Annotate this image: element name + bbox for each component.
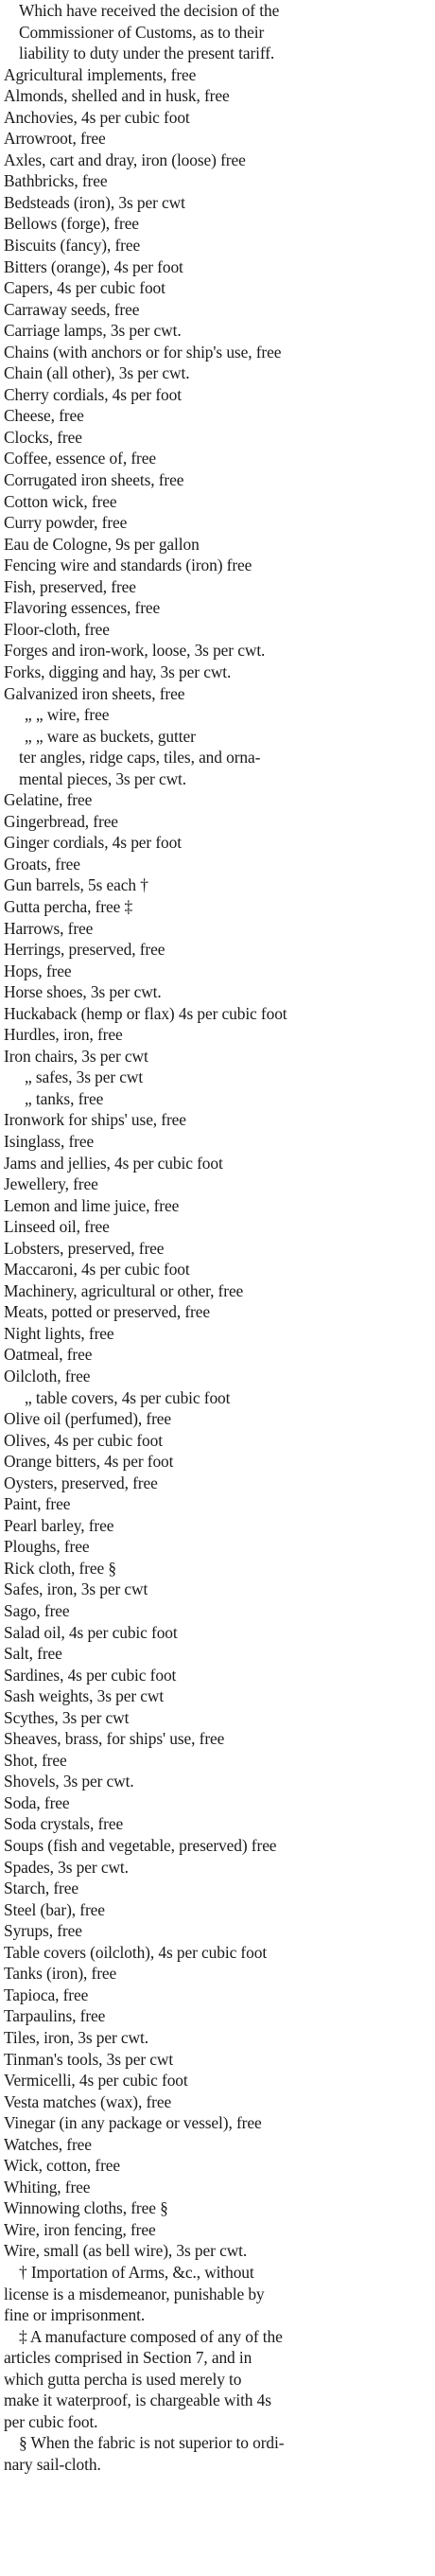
- text-line: mental pieces, 3s per cwt.: [19, 768, 187, 788]
- text-line: Olive oil (perfumed), free: [4, 1409, 172, 1429]
- text-line: Soda, free: [4, 1792, 70, 1812]
- text-line: Isinglass, free: [4, 1131, 95, 1151]
- text-line: Vermicelli, 4s per cubic foot: [4, 2071, 188, 2091]
- text-line: Floor-cloth, free: [4, 619, 110, 639]
- text-line: Which have received the decision of the: [19, 1, 280, 20]
- text-line: Almonds, shelled and in husk, free: [4, 86, 230, 106]
- text-line: Olives, 4s per cubic foot: [4, 1430, 163, 1450]
- text-line: Oatmeal, free: [4, 1345, 93, 1365]
- text-line: Orange bitters, 4s per foot: [4, 1452, 174, 1472]
- text-line: Ironwork for ships' use, free: [4, 1110, 186, 1130]
- text-line: „ safes, 3s per cwt: [25, 1067, 144, 1087]
- text-line: Corrugated iron sheets, free: [4, 470, 184, 490]
- text-line: Hops, free: [4, 961, 72, 980]
- text-line: Bedsteads (iron), 3s per cwt: [4, 192, 185, 212]
- text-line: Tinman's tools, 3s per cwt: [4, 2049, 174, 2069]
- text-line: ‡ A manufacture composed of any of the: [19, 2326, 283, 2346]
- text-line: articles comprised in Section 7, and in: [4, 2348, 252, 2368]
- text-line: „ „ wire, free: [25, 705, 110, 725]
- text-line: Fencing wire and standards (iron) free: [4, 556, 252, 575]
- text-line: Ginger cordials, 4s per foot: [4, 833, 182, 853]
- text-line: „ table covers, 4s per cubic foot: [25, 1387, 231, 1407]
- text-line: „ tanks, free: [25, 1088, 104, 1108]
- text-line: Sardines, 4s per cubic foot: [4, 1665, 177, 1685]
- text-line: Forges and iron-work, loose, 3s per cwt.: [4, 641, 266, 661]
- text-line: Meats, potted or preserved, free: [4, 1302, 210, 1322]
- text-line: † Importation of Arms, &c., without: [19, 2262, 254, 2282]
- tariff-decisions-column: [4, 0, 427, 2475]
- text-line: Eau de Cologne, 9s per gallon: [4, 534, 200, 554]
- text-line: Coffee, essence of, free: [4, 449, 156, 468]
- text-line: Jams and jellies, 4s per cubic foot: [4, 1153, 223, 1173]
- text-line: Gelatine, free: [4, 790, 93, 810]
- text-line: Chains (with anchors or for ship's use, free: [4, 342, 282, 362]
- text-line: Pearl barley, free: [4, 1515, 114, 1535]
- text-line: Sago, free: [4, 1601, 70, 1621]
- text-line: Winnowing cloths, free §: [4, 2198, 168, 2218]
- text-line: Gun barrels, 5s each †: [4, 875, 148, 895]
- text-line: Sash weights, 3s per cwt: [4, 1686, 165, 1706]
- text-line: Cherry cordials, 4s per foot: [4, 384, 182, 404]
- text-line: Jewellery, free: [4, 1174, 98, 1194]
- text-line: Carriage lamps, 3s per cwt.: [4, 321, 182, 341]
- text-line: Flavoring essences, free: [4, 598, 161, 618]
- text-line: Huckaback (hemp or flax) 4s per cubic foot: [4, 1003, 287, 1023]
- text-line: Capers, 4s per cubic foot: [4, 278, 165, 298]
- text-line: Wire, iron fencing, free: [4, 2219, 156, 2239]
- text-line: Gutta percha, free ‡: [4, 896, 133, 916]
- text-line: Soda crystals, free: [4, 1814, 124, 1834]
- text-line: Tapioca, free: [4, 1985, 89, 2004]
- text-line: Shovels, 3s per cwt.: [4, 1772, 134, 1791]
- text-line: Tanks (iron), free: [4, 1964, 117, 1984]
- text-line: Bathbricks, free: [4, 171, 108, 191]
- text-line: Maccaroni, 4s per cubic foot: [4, 1260, 190, 1279]
- text-line: Iron chairs, 3s per cwt: [4, 1046, 148, 1066]
- text-line: Wire, small (as bell wire), 3s per cwt.: [4, 2241, 248, 2261]
- text-line: Syrups, free: [4, 1921, 82, 1941]
- text-line: Biscuits (fancy), free: [4, 236, 141, 256]
- text-line: Vesta matches (wax), free: [4, 2091, 172, 2111]
- text-line: Vinegar (in any package or vessel), free: [4, 2113, 262, 2133]
- text-line: Forks, digging and hay, 3s per cwt.: [4, 662, 232, 681]
- text-line: Bellows (forge), free: [4, 214, 139, 234]
- text-line: Arrowroot, free: [4, 129, 106, 149]
- text-line: Salt, free: [4, 1644, 62, 1664]
- text-line: „ „ ware as buckets, gutter: [25, 726, 196, 746]
- text-line: Lobsters, preserved, free: [4, 1238, 165, 1258]
- text-line: Tiles, iron, 3s per cwt.: [4, 2027, 148, 2047]
- text-line: Horse shoes, 3s per cwt.: [4, 982, 162, 1002]
- text-line: Commissioner of Customs, as to their: [19, 22, 265, 42]
- text-line: Starch, free: [4, 1879, 78, 1898]
- text-line: Soups (fish and vegetable, preserved) free: [4, 1836, 277, 1856]
- text-line: fine or imprisonment.: [4, 2305, 146, 2325]
- text-line: Lemon and lime juice, free: [4, 1195, 180, 1215]
- text-line: Shot, free: [4, 1750, 67, 1770]
- text-line: Agricultural implements, free: [4, 64, 197, 84]
- text-line: make it waterproof, is chargeable with 4s: [4, 2391, 271, 2410]
- text-line: Paint, free: [4, 1494, 71, 1514]
- text-line: Scythes, 3s per cwt: [4, 1707, 130, 1727]
- text-line: Anchovies, 4s per cubic foot: [4, 107, 190, 127]
- text-line: Bitters (orange), 4s per foot: [4, 256, 183, 276]
- text-line: Oilcloth, free: [4, 1367, 91, 1385]
- text-line: Oysters, preserved, free: [4, 1473, 158, 1492]
- text-line: Harrows, free: [4, 918, 94, 938]
- text-line: Spades, 3s per cwt.: [4, 1857, 129, 1877]
- text-line: Wick, cotton, free: [4, 2156, 121, 2176]
- text-line: Groats, free: [4, 854, 80, 873]
- text-line: liability to duty under the present tariff.: [19, 44, 275, 63]
- text-line: Chain (all other), 3s per cwt.: [4, 363, 190, 383]
- text-line: ter angles, ridge caps, tiles, and orna-: [19, 748, 261, 768]
- text-line: Linseed oil, free: [4, 1217, 110, 1237]
- text-line: Ploughs, free: [4, 1537, 90, 1557]
- text-line: Tarpaulins, free: [4, 2006, 106, 2026]
- text-line: Night lights, free: [4, 1323, 114, 1343]
- text-line: Watches, free: [4, 2134, 92, 2154]
- text-line: Cotton wick, free: [4, 491, 117, 511]
- text-line: Galvanized iron sheets, free: [4, 683, 185, 703]
- text-line: Herrings, preserved, free: [4, 940, 165, 960]
- text-line: Fish, preserved, free: [4, 576, 136, 596]
- text-line: which gutta percha is used merely to: [4, 2369, 242, 2389]
- text-line: Whiting, free: [4, 2177, 91, 2197]
- text-line: Machinery, agricultural or other, free: [4, 1280, 244, 1300]
- text-line: Safes, iron, 3s per cwt: [4, 1579, 148, 1599]
- text-line: Salad oil, 4s per cubic foot: [4, 1622, 178, 1642]
- text-line: Gingerbread, free: [4, 811, 118, 831]
- text-line: Carraway seeds, free: [4, 299, 140, 319]
- text-line: per cubic foot.: [4, 2411, 98, 2431]
- text-line: Rick cloth, free §: [4, 1558, 116, 1578]
- text-line: Sheaves, brass, for ships' use, free: [4, 1729, 225, 1749]
- text-line: nary sail-cloth.: [4, 2454, 101, 2474]
- text-line: Curry powder, free: [4, 513, 128, 533]
- text-line: Clocks, free: [4, 427, 82, 447]
- text-line: Steel (bar), free: [4, 1899, 105, 1919]
- text-line: § When the fabric is not superior to ordi-: [19, 2433, 285, 2453]
- text-line: Hurdles, iron, free: [4, 1025, 123, 1045]
- text-line: license is a misdemeanor, punishable by: [4, 2284, 265, 2303]
- text-line: Table covers (oilcloth), 4s per cubic foot: [4, 1942, 268, 1962]
- text-line: Cheese, free: [4, 406, 84, 426]
- text-line: Axles, cart and dray, iron (loose) free: [4, 150, 246, 169]
